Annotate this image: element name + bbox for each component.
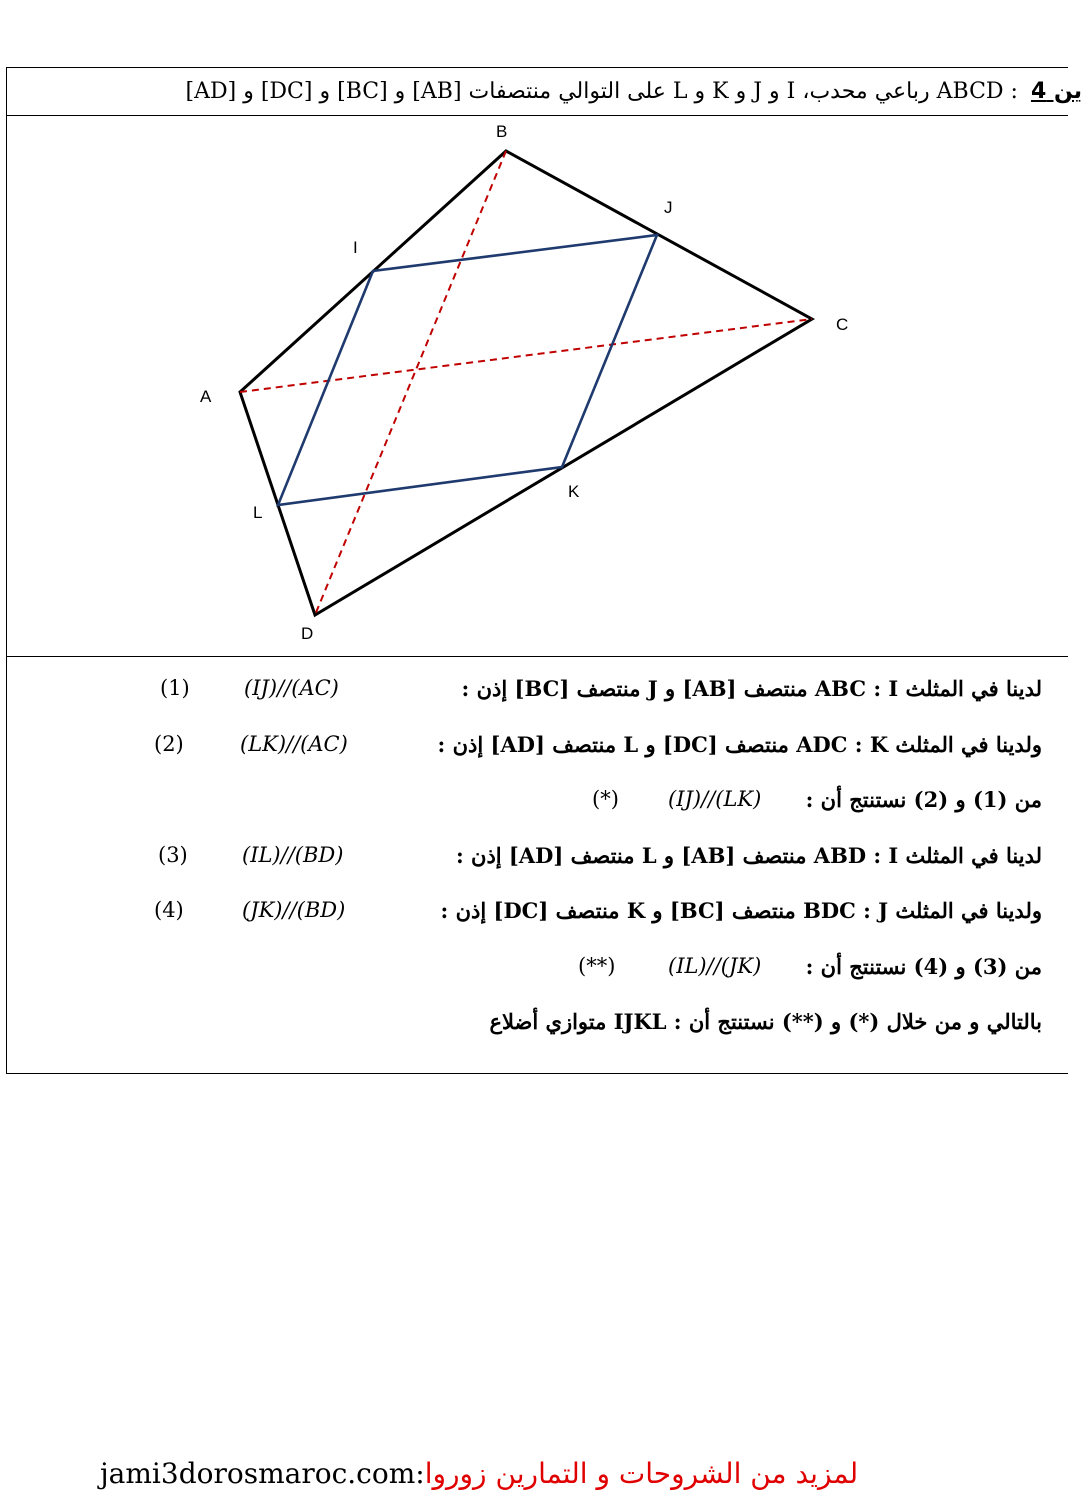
proof-relation: (IJ)//(AC) bbox=[244, 676, 339, 700]
proof-relation: (JK)//(BD) bbox=[242, 898, 346, 922]
proof-ref: (1) bbox=[160, 676, 190, 700]
proof-ref: (4) bbox=[154, 898, 184, 922]
footer-banner bbox=[100, 1452, 960, 1496]
exercise-number: ين 4 bbox=[1030, 79, 1082, 104]
label-l: L bbox=[253, 503, 263, 522]
label-c: C bbox=[836, 315, 849, 334]
label-a: A bbox=[200, 387, 212, 406]
proof-text: ولدينا في المثلث ADC : K منتصف [DC] و L منتصف [AD] إذن : bbox=[437, 731, 1042, 757]
label-b: B bbox=[496, 122, 508, 141]
label-i: I bbox=[353, 238, 358, 257]
quadrilateral-abcd bbox=[240, 151, 812, 615]
proof-text: من (1) و (2) نستنتج أن : bbox=[805, 787, 1042, 812]
proof-text: لدينا في المثلث ABC : I منتصف [AB] و J منتصف [BC] إذن : bbox=[461, 676, 1042, 701]
exercise-statement: : ABCD رباعي محدب، I و J و K و L على التوالي منتصفات [AB] و [BC] و [DC] و [AD] bbox=[185, 79, 1018, 104]
proof-text: من (3) و (4) نستنتج أن : bbox=[805, 953, 1042, 979]
geometry-figure bbox=[0, 116, 1068, 656]
footer-site-link[interactable]: jami3dorosmaroc.com: bbox=[100, 1457, 425, 1490]
table-top-border bbox=[6, 67, 1068, 68]
label-d: D bbox=[301, 624, 314, 643]
proof-row-1 bbox=[140, 668, 1042, 724]
proof-text: ولدينا في المثلث BDC : J منتصف [BC] و K منتصف [DC] إذن : bbox=[440, 898, 1042, 923]
footer-promo-text: لمزيد من الشروحات و التمارين زوروا bbox=[424, 1457, 859, 1490]
label-j: J bbox=[664, 198, 673, 217]
proof-relation: (LK)//(AC) bbox=[240, 731, 348, 756]
exercise-header bbox=[10, 70, 1082, 114]
diagonal-ac bbox=[240, 319, 812, 392]
proof-relation: (IJ)//(LK) bbox=[668, 787, 762, 811]
proof-row-7 bbox=[140, 1001, 1042, 1057]
proof-row-6 bbox=[140, 946, 1042, 1002]
proof-ref: (*) bbox=[592, 787, 619, 811]
proof-ref: (3) bbox=[158, 842, 188, 867]
proof-text: لدينا في المثلث ABD : I منتصف [AB] و L منتصف [AD] إذن : bbox=[455, 842, 1042, 868]
proof-relation: (IL)//(JK) bbox=[668, 953, 762, 978]
proof-row-4 bbox=[140, 835, 1042, 891]
label-k: K bbox=[568, 482, 580, 501]
table-bottom-border bbox=[6, 1073, 1068, 1074]
parallelogram-ijkl bbox=[278, 235, 657, 505]
proof-conclusion: بالتالي و من خلال (*) و (**) نستنتج أن : IJKL متوازي أضلاع bbox=[489, 1009, 1042, 1034]
diagonal-bd bbox=[315, 151, 506, 615]
proof-ref: (2) bbox=[154, 731, 184, 756]
figure-svg bbox=[0, 116, 1068, 656]
proof-ref: (**) bbox=[578, 953, 616, 978]
figure-divider bbox=[6, 656, 1068, 657]
proof-relation: (IL)//(BD) bbox=[242, 842, 344, 867]
proof-section bbox=[140, 668, 1042, 1057]
proof-row-5 bbox=[140, 890, 1042, 946]
proof-row-3 bbox=[140, 779, 1042, 835]
proof-row-2 bbox=[140, 724, 1042, 780]
